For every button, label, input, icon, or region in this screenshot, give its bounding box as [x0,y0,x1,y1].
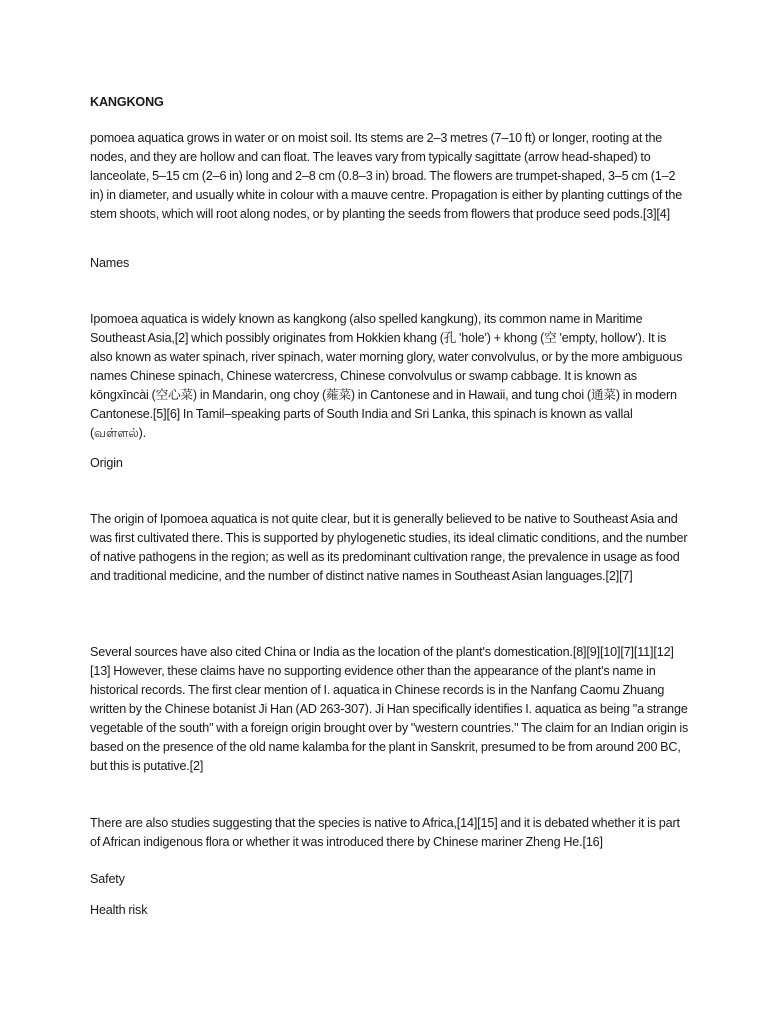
names-paragraph: Ipomoea aquatica is widely known as kangkong (also spelled kangkung), its common name in Maritime Southeast Asia,[2] which possibly originates from Hokkien khang (孔 'hole') + khong (空 'empty, hollow'). It is also known as water spinach, river spinach, water morning glory, water convolvulus, or by the more ambiguous names Chinese spinach, Chinese watercress, Chinese convolvulus or swamp cabbage. It is known as kōngxīncài (空心菜) in Mandarin, ong choy (蕹菜) in Cantonese and in Hawaii, and tung choi (通菜) in modern Cantonese.[5][6] In Tamil–speaking parts of South India and Sri Lanka, this spinach is known as vallal (வள்ளல்). [90,312,683,440]
intro-paragraph: pomoea aquatica grows in water or on moist soil. Its stems are 2–3 metres (7–10 ft) or longer, rooting at the nodes, and they are hollow and can float. The leaves vary from typically sagittate (arrow head-shaped) to lanceolate, 5–15 cm (2–6 in) long and 2–8 cm (0.8–3 in) broad. The flowers are trumpet-shaped, 3–5 cm (1–2 in) in diameter, and usually white in colour with a mauve centre. Propagation is either by planting cuttings of the stem shoots, which will root along nodes, or by planting the seeds from flowers that produce seed pods.[3][4] [90,131,683,221]
origin-paragraph-3: There are also studies suggesting that the species is native to Africa,[14][15] and it is debated whether it is part of African indigenous flora or whether it was introduced there by Chinese mariner Zheng He.[16] [90,816,680,849]
health-risk-heading: Health risk [90,903,148,917]
safety-heading: Safety [90,872,125,886]
origin-heading: Origin [90,456,123,470]
origin-paragraph-2: Several sources have also cited China or India as the location of the plant's domestication.[8][9][10][7][11][12][13] However, these claims have no supporting evidence other than the appearance of the plant's name in historical records. The first clear mention of I. aquatica in Chinese records is in the Nanfang Caomu Zhuang written by the Chinese botanist Ji Han (AD 263-307). Ji Han specifically identifies I. aquatica as being "a strange vegetable of the south" with a foreign origin brought over by "western countries." The claim for an Indian origin is based on the presence of the old name kalamba for the plant in Sanskrit, presumed to be from around 200 BC, but this is putative.[2] [90,645,689,773]
origin-paragraph-1: The origin of Ipomoea aquatica is not quite clear, but it is generally believed to be native to Southeast Asia and was first cultivated there. This is supported by phylogenetic studies, its ideal climatic conditions, and the number of native pathogens in the region; as well as its predominant cultivation range, the prevalence in usage as food and traditional medicine, and the number of distinct native names in Southeast Asian languages.[2][7] [90,512,688,583]
document-title: KANGKONG [90,95,164,109]
names-heading: Names [90,256,130,270]
